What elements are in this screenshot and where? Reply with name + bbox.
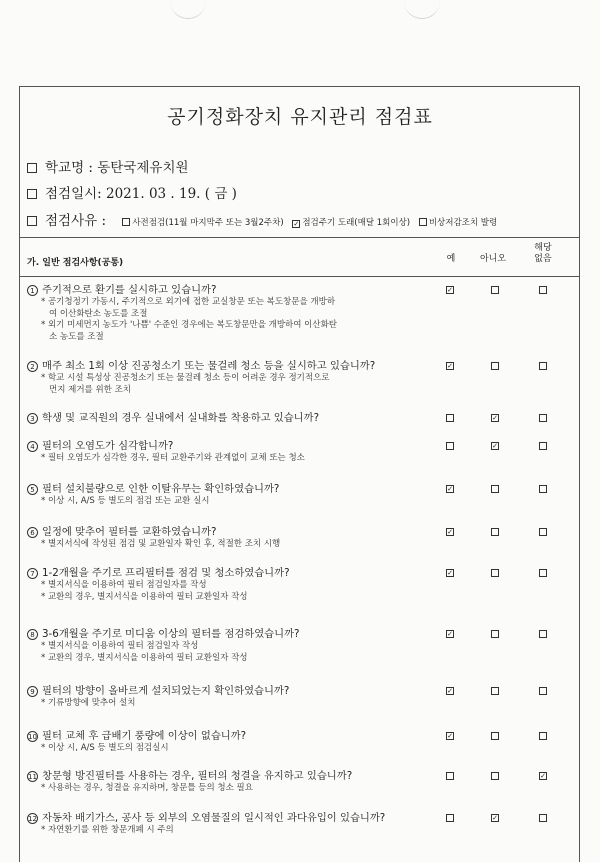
column-no: 아니오 [479, 254, 507, 264]
answer-yes-checkbox[interactable] [446, 569, 454, 577]
guidance-note: 여 이산화탄소 농도를 조절 [49, 308, 148, 319]
purpose-option-2: 비상저감조치 발령 [428, 218, 498, 228]
column-yes: 예 [446, 254, 456, 264]
checklist-item-10 [27, 730, 447, 755]
answer-na-checkbox[interactable] [539, 414, 547, 422]
question-text: 창문형 방진필터를 사용하는 경우, 필터의 청결을 유지하고 있습니까? [42, 770, 353, 782]
divider [20, 276, 579, 277]
date-row [27, 182, 237, 202]
answer-yes-checkbox[interactable] [446, 772, 454, 780]
answer-na-checkbox[interactable] [539, 362, 547, 370]
guidance-note: * 학교 시설 특성상 진공청소기 또는 물걸레 청소 등이 어려운 경우 정기적으로 [41, 373, 330, 383]
guidance-note: 먼지 제거를 위한 조치 [49, 384, 132, 395]
item-number: 2 [27, 361, 38, 372]
checklist-item-12 [27, 812, 447, 837]
guidance-note: * 별지서식을 이용하여 필터 점검일자를 작성 [41, 580, 207, 590]
item-number: 5 [27, 484, 38, 495]
inspection-date: 점검일시: 2021. 03 . 19. ( 금 ) [45, 186, 237, 202]
punch-hole-mark [170, 0, 206, 19]
answer-na-checkbox[interactable] [539, 687, 547, 695]
answer-no-checkbox[interactable] [491, 772, 499, 780]
item-number: 3 [27, 413, 38, 424]
checklist-item-1 [27, 284, 447, 343]
answer-no-checkbox[interactable] [491, 569, 499, 577]
answer-na-checkbox[interactable] [539, 569, 547, 577]
item-number: 1 [27, 285, 38, 296]
answer-na-checkbox[interactable] [539, 485, 547, 493]
guidance-note: * 외기 미세먼지 농도가 '나쁨' 수준인 경우에는 복도창문만을 개방하여 이산화탄 [41, 320, 337, 330]
purpose-label: 점검사유 : [45, 213, 107, 229]
answer-na-checkbox[interactable] [539, 528, 547, 536]
item-number: 11 [28, 773, 37, 781]
question [27, 812, 447, 825]
item-number: 8 [27, 629, 38, 640]
question [27, 284, 447, 297]
school-row [27, 156, 189, 176]
question [27, 360, 447, 373]
divider [20, 237, 579, 238]
question-text: 자동차 배기가스, 공사 등 외부의 오염물질의 일시적인 과다유입이 있습니까? [42, 812, 386, 824]
answer-no-checkbox[interactable] [491, 630, 499, 638]
checkbox-icon[interactable] [27, 163, 37, 173]
question-text: 3-6개월을 주기로 미디움 이상의 필터를 점검하였습니까? [42, 628, 300, 640]
answer-na-checkbox[interactable] [539, 814, 547, 822]
answer-no-checkbox[interactable] [491, 362, 499, 370]
checkbox-icon[interactable] [27, 189, 37, 199]
purpose-checkbox-1[interactable]: ✓ [293, 220, 300, 228]
guidance-note: * 자연환기를 위한 창문개폐 시 주의 [41, 825, 174, 835]
purpose-row [27, 209, 497, 229]
answer-yes-checkbox[interactable] [446, 442, 454, 450]
form-title: 공기정화장치 유지관리 점검표 [167, 106, 433, 128]
purpose-options [116, 218, 497, 228]
answer-no-checkbox[interactable] [491, 687, 499, 695]
purpose-option-0: 사전점검(11월 마지막주 또는 3월2주차) [132, 218, 284, 228]
question-text: 필터의 방향이 올바르게 설치되었는지 확인하였습니까? [42, 685, 290, 697]
guidance-note: * 공기청정기 가동시, 주기적으로 외기에 접한 교실창문 또는 복도창문을 개방하 [41, 297, 336, 307]
answer-yes-checkbox[interactable] [446, 732, 454, 740]
question [27, 770, 447, 783]
answer-no-checkbox[interactable] [491, 442, 499, 450]
answer-yes-checkbox[interactable] [446, 286, 454, 294]
answer-yes-checkbox[interactable] [446, 687, 454, 695]
answer-yes-checkbox[interactable] [446, 362, 454, 370]
question-text: 일정에 맞추어 필터를 교환하였습니까? [42, 526, 217, 538]
answer-no-checkbox[interactable] [491, 286, 499, 294]
item-number: 10 [28, 733, 37, 741]
guidance-note: * 별지서식에 작성된 점검 및 교환일자 확인 후, 적절한 조치 시행 [41, 539, 281, 549]
question-text: 매주 최소 1회 이상 진공청소기 또는 물걸레 청소 등을 실시하고 있습니까? [42, 360, 376, 372]
purpose-option-1: 점검주기 도래(매달 1회이상) [302, 218, 411, 228]
guidance-note: 소 농도를 조절 [49, 331, 104, 342]
purpose-checkbox-0[interactable] [122, 218, 130, 226]
answer-yes-checkbox[interactable] [446, 528, 454, 536]
question-text: 학생 및 교직원의 경우 실내에서 실내화를 착용하고 있습니까? [42, 412, 320, 424]
question [27, 730, 447, 743]
guidance-note: * 교환의 경우, 별지서식을 이용하여 필터 교환일자 작성 [41, 591, 248, 602]
question-text: 주기적으로 환기를 실시하고 있습니까? [42, 284, 217, 296]
column-na: 해당 없음 [534, 243, 552, 264]
item-number: 12 [28, 815, 37, 823]
punch-hole-mark [404, 0, 440, 19]
question-text: 1-2개월을 주기로 프리필터를 점검 및 청소하였습니까? [42, 567, 290, 579]
answer-yes-checkbox[interactable] [446, 485, 454, 493]
question [27, 628, 447, 641]
answer-yes-checkbox[interactable] [446, 630, 454, 638]
item-number: 6 [27, 527, 38, 538]
checkbox-icon[interactable] [27, 216, 37, 226]
item-number: 9 [27, 686, 38, 697]
checklist-item-5 [27, 483, 447, 508]
guidance-note: * 별지서식을 이용하여 필터 점검일자 작성 [41, 641, 199, 651]
answer-no-checkbox[interactable] [491, 528, 499, 536]
guidance-note: * 교환의 경우, 별지서식을 이용하여 필터 교환일자 작성 [41, 652, 248, 663]
answer-yes-checkbox[interactable] [446, 414, 454, 422]
question-text: 필터 교체 후 급배기 풍량에 이상이 없습니까? [42, 730, 247, 742]
answer-na-checkbox[interactable] [539, 442, 547, 450]
answer-na-checkbox[interactable] [539, 630, 547, 638]
question [27, 483, 447, 496]
guidance-note: * 기류방향에 맞추어 설치 [41, 698, 136, 708]
checklist-item-3 [27, 412, 447, 425]
question [27, 685, 447, 698]
guidance-note: * 이상 시, A/S 등 별도의 점검실시 [41, 743, 169, 753]
checklist-item-11 [27, 770, 447, 795]
answer-na-checkbox[interactable] [539, 772, 547, 780]
question-text: 필터의 오염도가 심각합니까? [42, 440, 174, 452]
item-number: 7 [27, 568, 38, 579]
section-header: 가. 일반 점검사항(공통) [27, 258, 124, 268]
checklist-item-7 [27, 567, 447, 603]
school-name: 학교명 : 동탄국제유치원 [45, 160, 189, 176]
question-text: 필터 설치불량으로 인한 이탈유무는 확인하였습니까? [42, 483, 280, 495]
answer-na-checkbox[interactable] [539, 286, 547, 294]
question [27, 526, 447, 539]
answer-no-checkbox[interactable] [491, 414, 499, 422]
guidance-note: * 사용하는 경우, 청결을 유지하며, 창문틀 등의 청소 필요 [41, 783, 253, 793]
checklist-item-2 [27, 360, 447, 396]
item-number: 4 [27, 441, 38, 452]
checklist-item-4 [27, 440, 447, 465]
checklist-item-6 [27, 526, 447, 551]
question [27, 412, 447, 425]
purpose-checkbox-2[interactable] [419, 218, 427, 226]
question [27, 440, 447, 453]
guidance-note: * 필터 오염도가 심각한 경우, 필터 교환주기와 관계없이 교체 또는 청소 [41, 453, 305, 463]
answer-no-checkbox[interactable] [491, 732, 499, 740]
question [27, 567, 447, 580]
answer-no-checkbox[interactable] [491, 485, 499, 493]
guidance-note: * 이상 시, A/S 등 별도의 점검 또는 교환 실시 [41, 496, 210, 506]
answer-yes-checkbox[interactable] [446, 814, 454, 822]
checklist-item-8 [27, 628, 447, 664]
answer-na-checkbox[interactable] [539, 732, 547, 740]
checklist-item-9 [27, 685, 447, 710]
answer-no-checkbox[interactable] [491, 814, 499, 822]
